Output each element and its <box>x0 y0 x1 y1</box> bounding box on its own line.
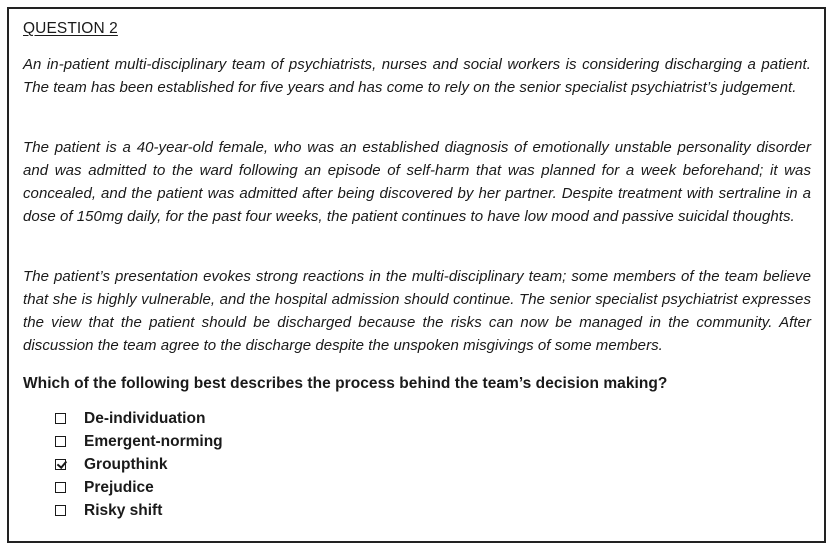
option-label: Risky shift <box>84 502 163 519</box>
answer-options <box>55 407 223 522</box>
option-label: Emergent-norming <box>84 433 223 450</box>
option-risky-shift[interactable] <box>55 499 223 522</box>
checkbox-empty-icon[interactable] <box>55 505 66 516</box>
checkbox-empty-icon[interactable] <box>55 482 66 493</box>
checkbox-empty-icon[interactable] <box>55 436 66 447</box>
checkbox-checked-icon[interactable] <box>55 459 66 470</box>
scenario-paragraph-1: An in-patient multi-disciplinary team of psychiatrists, nurses and social workers is considering discharging a patient. The team has been established for five years and has come to rely on the senior specialist psychiatrist’s judgement. <box>23 56 811 96</box>
option-label: Prejudice <box>84 479 154 496</box>
option-label: Groupthink <box>84 456 168 473</box>
option-groupthink[interactable] <box>55 453 223 476</box>
option-prejudice[interactable] <box>55 476 223 499</box>
checkbox-empty-icon[interactable] <box>55 413 66 424</box>
option-label: De-individuation <box>84 410 206 427</box>
question-box <box>7 7 826 543</box>
option-de-individuation[interactable] <box>55 407 223 430</box>
scenario-paragraph-2: The patient is a 40-year-old female, who was an established diagnosis of emotionally unstable personality disorder and was admitted to the ward following an episode of self-harm that was planned for a week beforehand; it was concealed, and the patient was admitted after being discovered by her partner. Despite treatment with sertraline in a dose of 150mg daily, for the past four weeks, the patient continues to have low mood and passive suicidal thoughts. <box>23 139 811 225</box>
scenario-paragraph-3: The patient’s presentation evokes strong reactions in the multi-disciplinary team; some members of the team believe that she is highly vulnerable, and the hospital admission should continue. The senior specialist psychiatrist expresses the view that the patient should be discharged because the risks can now be managed in the community. After discussion the team agree to the discharge despite the unspoken misgivings of some members. <box>23 268 811 354</box>
question-prompt: Which of the following best describes the process behind the team’s decision making? <box>23 375 668 392</box>
question-heading: QUESTION 2 <box>23 20 118 37</box>
option-emergent-norming[interactable] <box>55 430 223 453</box>
